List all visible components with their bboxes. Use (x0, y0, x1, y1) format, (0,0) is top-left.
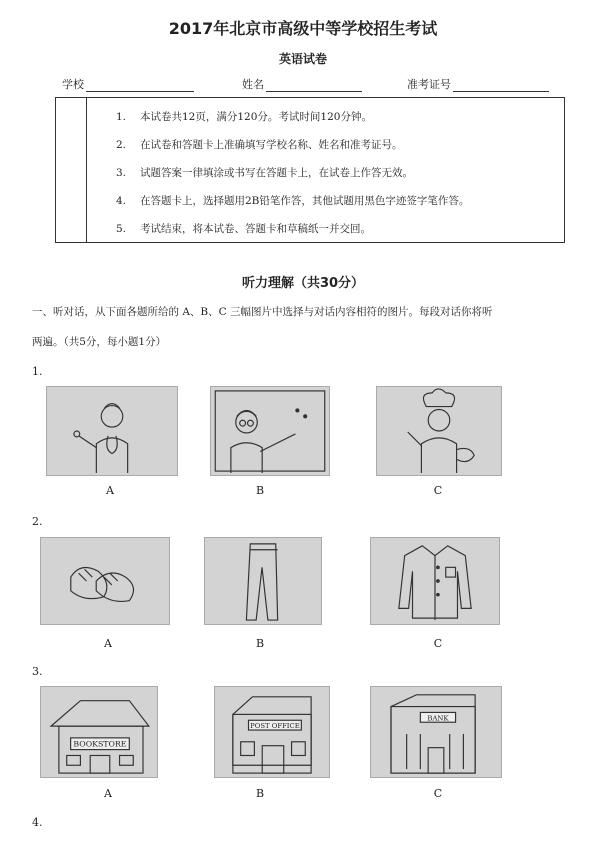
school-blank (86, 79, 194, 92)
question-number: 2. (32, 515, 43, 528)
doctor-icon[interactable] (46, 386, 178, 476)
notice-item: 2. 在试卷和答题卡上准确填写学校名称、姓名和准考证号。 (116, 139, 403, 151)
name-field (242, 76, 362, 92)
exam-number-label: 准考证号 (407, 78, 451, 91)
name-label: 姓名 (242, 78, 264, 91)
option-label: C (433, 787, 443, 800)
teacher-icon[interactable] (210, 386, 330, 476)
name-blank (266, 79, 362, 92)
bookstore-icon[interactable] (40, 686, 158, 778)
notice-item: 5. 考试结束，将本试卷、答题卡和草稿纸一并交回。 (116, 223, 371, 235)
svg-text:POST OFFICE: POST OFFICE (250, 722, 300, 731)
school-field (62, 76, 194, 92)
notice-item: 3. 试题答案一律填涂或书写在答题卡上，在试卷上作答无效。 (116, 167, 413, 179)
notice-item: 4. 在答题卡上，选择题用2B铅笔作答，其他试题用黑色字迹签字笔作答。 (116, 195, 470, 207)
option-label: C (433, 484, 443, 497)
student-info-fields (62, 76, 562, 94)
post-office-icon[interactable] (214, 686, 330, 778)
question-number: 4. (32, 816, 43, 829)
shoes-icon[interactable] (40, 537, 170, 625)
exam-number-field (407, 76, 549, 92)
option-label: A (104, 787, 112, 800)
exam-number-blank (453, 79, 549, 92)
question-number: 1. (32, 365, 43, 378)
section-title: 听力理解（共30分） (241, 276, 365, 291)
notice-divider (86, 98, 87, 242)
bank-icon[interactable] (370, 686, 502, 778)
trousers-icon[interactable] (204, 537, 322, 625)
exam-title: 2017年北京市高级中等学校招生考试 (168, 19, 438, 38)
option-label: C (433, 637, 443, 650)
cook-icon[interactable] (376, 386, 502, 476)
exam-notice-box (55, 97, 565, 243)
notice-item: 1. 本试卷共12页，满分120分。考试时间120分钟。 (116, 111, 372, 123)
svg-text:BANK: BANK (427, 714, 449, 723)
option-label: B (255, 787, 265, 800)
question-number: 3. (32, 665, 43, 678)
option-label: A (104, 637, 112, 650)
shirt-icon[interactable] (370, 537, 500, 625)
svg-text:BOOKSTORE: BOOKSTORE (73, 739, 127, 749)
option-label: B (255, 484, 265, 497)
option-label: B (255, 637, 265, 650)
school-label: 学校 (62, 78, 84, 91)
exam-subtitle: 英语试卷 (278, 52, 327, 66)
instruction-line-2: 两遍。（共5分，每小题1分） (32, 336, 167, 348)
option-label: A (106, 484, 114, 497)
instruction-line-1: 一、听对话，从下面各题所给的 A、B、C 三幅图片中选择与对话内容相符的图片。每段对话你将听 (32, 306, 493, 318)
